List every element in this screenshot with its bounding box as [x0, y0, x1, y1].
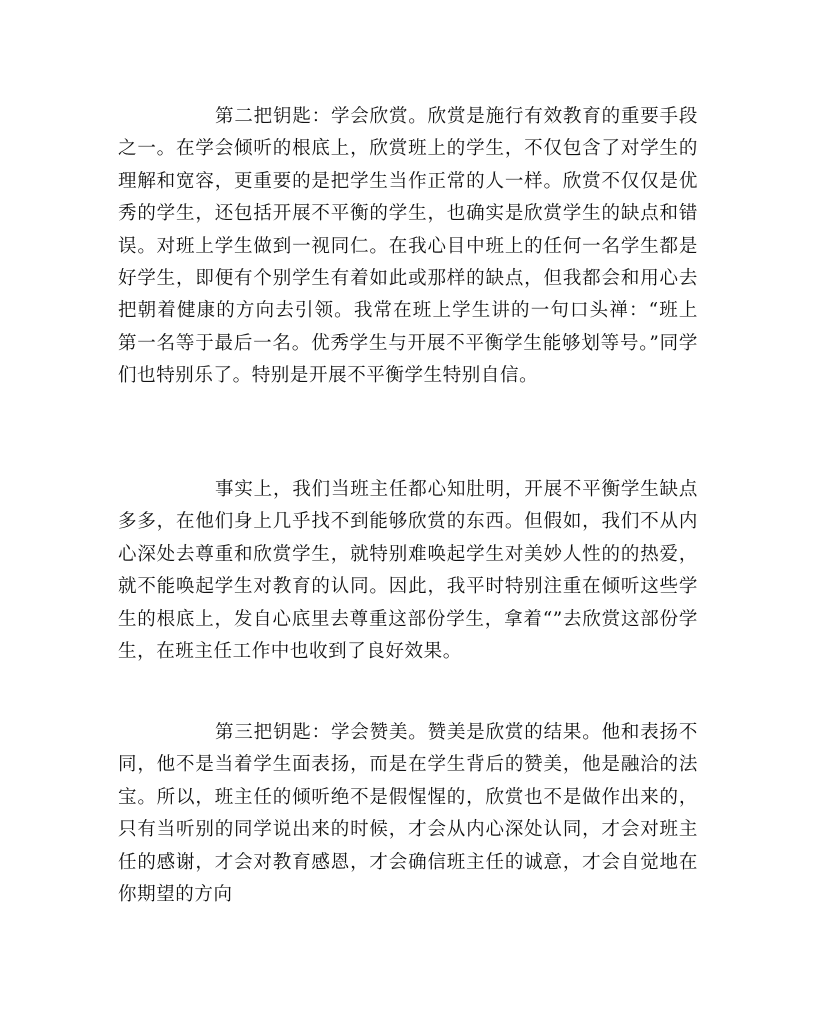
paragraph-in-fact: 事实上，我们当班主任都心知肚明，开展不平衡学生缺点多多，在他们身上几乎找不到能够欣赏的东西。但假如，我们不从内心深处去尊重和欣赏学生，就特别难唤起学生对美妙人性的的热爱，就不能唤起学生对教育的认同。因此，我平时特别注重在倾听这些学生的根底上，发自心底里去尊重这部份学生，拿着“”去欣赏这部份学生，在班主任工作中也收到了良好效果。	[118, 479, 698, 663]
paragraph-second-key: 第二把钥匙：学会欣赏。欣赏是施行有效教育的重要手段之一。在学会倾听的根底上，欣赏班上的学生，不仅包含了对学生的理解和宽容，更重要的是把学生当作正常的人一样。欣赏不仅仅是优秀的学生，还包括开展不平衡的学生，也确实是欣赏学生的缺点和错误。对班上学生做到一视同仁。在我心目中班上的任何一名学生都是好学生，即便有个别学生有着如此或那样的缺点，但我都会和用心去把朝着健康的方向去引领。我常在班上学生讲的一句口头禅：“班上第一名等于最后一名。优秀学生与开展不平衡学生能够划等号。”同学们也特别乐了。特别是开展不平衡学生特别自信。	[118, 106, 698, 387]
paragraph-third-key: 第三把钥匙：学会赞美。赞美是欣赏的结果。他和表扬不同，他不是当着学生面表扬，而是在学生背后的赞美，他是融洽的法宝。所以，班主任的倾听绝不是假惺惺的，欣赏也不是做作出来的，只有当听别的同学说出来的时候，才会从内心深处认同，才会对班主任的感谢，才会对教育感恩，才会确信班主任的诚意，才会自觉地在你期望的方向	[118, 722, 698, 906]
